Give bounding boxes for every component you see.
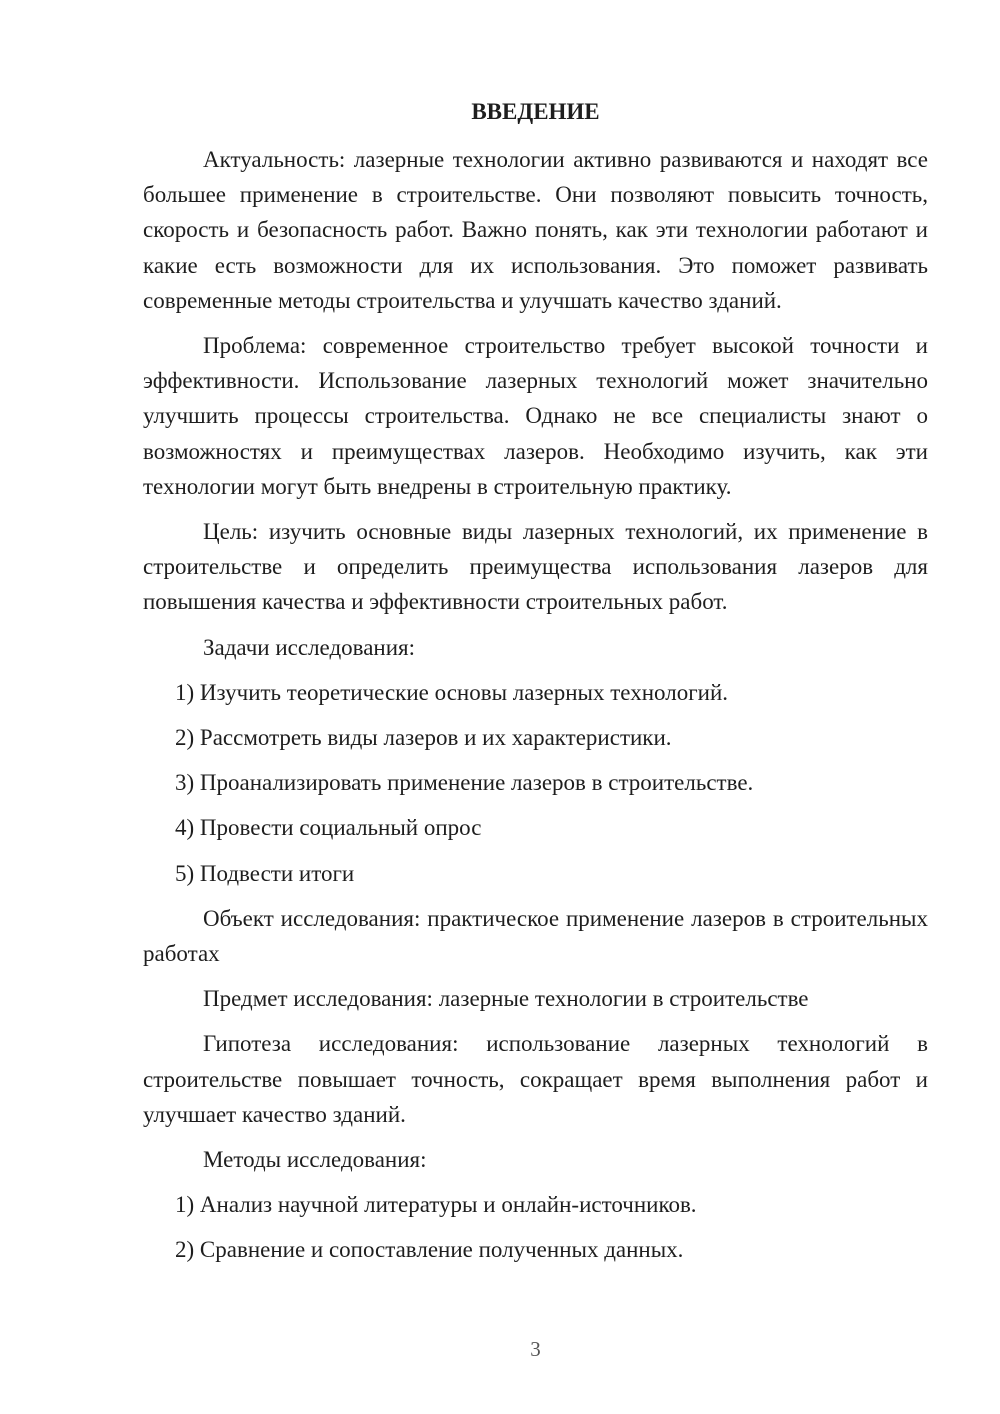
paragraph-goal: Цель: изучить основные виды лазерных технологий, их применение в строительстве и определить преимущества использования лазеров для повышения качества и эффективности строительных работ. (143, 519, 928, 615)
list-item: 1) Изучить теоретические основы лазерных технологий. (175, 679, 728, 705)
list-item: 2) Рассмотреть виды лазеров и их характеристики. (175, 725, 672, 751)
list-item: 3) Проанализировать применение лазеров в строительстве. (175, 770, 754, 796)
list-item: 4) Провести социальный опрос (175, 815, 482, 841)
page-number: 3 (530, 1337, 541, 1361)
paragraph-problem: Проблема: современное строительство требует высокой точности и эффективности. Использование лазерных технологий может значительно улучшить процессы строительства. Однако не все специалисты знают о возможностях и преимуществах лазеров. Необходимо изучить, как эти технологии могут быть внедрены в строительную практику. (143, 333, 928, 499)
page-title: ВВЕДЕНИЕ (471, 99, 600, 124)
paragraph-subject: Предмет исследования: лазерные технологии в строительстве (203, 986, 809, 1012)
tasks-heading: Задачи исследования: (203, 634, 416, 660)
methods-list (143, 1187, 928, 1267)
paragraph-hypothesis: Гипотеза исследования: использование лазерных технологий в строительстве повышает точность, сокращает время выполнения работ и улучшает качество зданий. (143, 1031, 928, 1127)
document-body (143, 142, 928, 1278)
document-page (143, 0, 928, 1414)
methods-heading: Методы исследования: (203, 1147, 427, 1173)
list-item: 5) Подвести итоги (175, 860, 355, 886)
tasks-list (143, 675, 928, 891)
list-item: 2) Сравнение и сопоставление полученных данных. (175, 1237, 684, 1263)
paragraph-relevance: Актуальность: лазерные технологии активно развиваются и находят все большее применение в строительстве. Они позволяют повысить точность, скорость и безопасность работ. Важно понять, как эти технологии работают и какие есть возможности для их использования. Это поможет развивать современные методы строительства и улучшать качество зданий. (143, 147, 928, 313)
list-item: 1) Анализ научной литературы и онлайн-источников. (175, 1192, 697, 1218)
paragraph-object: Объект исследования: практическое применение лазеров в строительных работах (143, 905, 928, 967)
